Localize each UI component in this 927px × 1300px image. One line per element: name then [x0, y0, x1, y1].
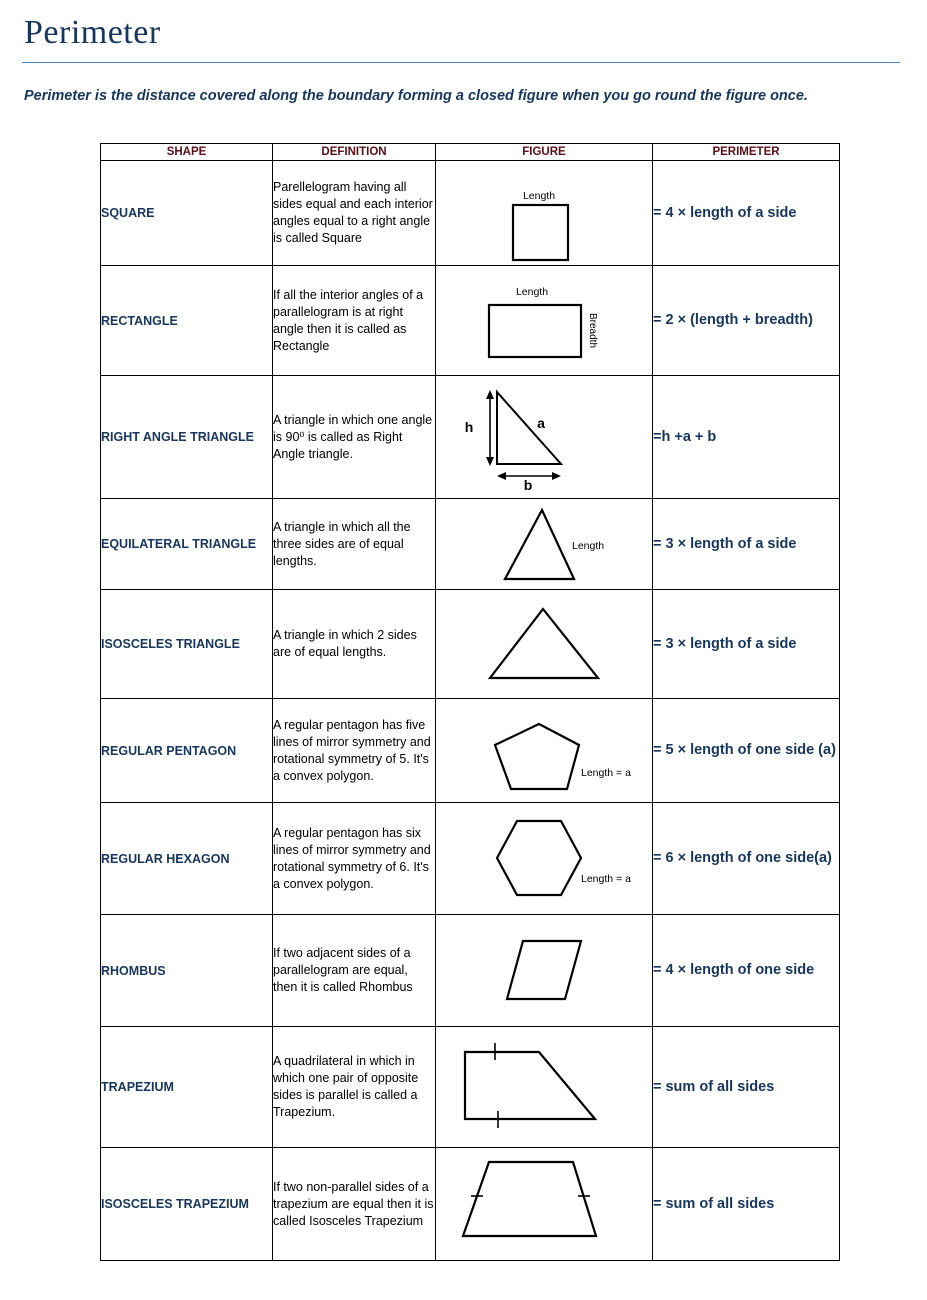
shape-definition: A triangle in which all the three sides are of equal lengths.	[273, 499, 436, 590]
shape-definition: Parellelogram having all sides equal and each interior angles equal to a right angle is called Square	[273, 161, 436, 266]
shape-name: RIGHT ANGLE TRIANGLE	[101, 376, 273, 499]
header-definition: DEFINITION	[273, 144, 436, 161]
base-arrow-head-right	[552, 472, 561, 480]
table-row	[101, 1027, 840, 1148]
intro-text: Perimeter is the distance covered along the boundary forming a closed figure when you go round the figure once.	[24, 88, 808, 104]
shape-figure	[436, 1027, 653, 1148]
shape-figure	[436, 1148, 653, 1261]
shape-name: SQUARE	[101, 161, 273, 266]
shape-name: ISOSCELES TRAPEZIUM	[101, 1148, 273, 1261]
perimeter-formula: = 6 × length of one side(a)	[653, 803, 840, 915]
table-row	[101, 699, 840, 803]
shape-name: REGULAR HEXAGON	[101, 803, 273, 915]
perimeter-formula: = sum of all sides	[653, 1027, 840, 1148]
trapezium-shape	[465, 1052, 595, 1119]
equilateral-triangle-figure	[437, 501, 652, 587]
perimeter-formula: = 3 × length of a side	[653, 590, 840, 699]
hypotenuse-label: a	[536, 415, 545, 431]
perimeter-formula: = sum of all sides	[653, 1148, 840, 1261]
shape-figure	[436, 376, 653, 499]
title-divider	[22, 62, 900, 63]
isosceles-triangle-shape	[490, 609, 598, 678]
perimeter-formula: = 5 × length of one side (a)	[653, 699, 840, 803]
right-triangle-figure	[437, 378, 652, 496]
right-triangle-shape	[497, 392, 561, 464]
shape-name: ISOSCELES TRIANGLE	[101, 590, 273, 699]
square-shape	[513, 205, 568, 260]
equilateral-length-label: Length	[571, 540, 604, 552]
table-row	[101, 266, 840, 376]
shape-name: RECTANGLE	[101, 266, 273, 376]
shape-definition: A regular pentagon has five lines of mirror symmetry and rotational symmetry of 5. It's a convex polygon.	[273, 699, 436, 803]
perimeter-table	[100, 143, 840, 1261]
base-arrow-head-left	[497, 472, 506, 480]
isosceles-trapezium-figure	[437, 1150, 652, 1258]
rectangle-breadth-label: Breadth	[586, 313, 598, 349]
table-row	[101, 803, 840, 915]
table-row	[101, 499, 840, 590]
trapezium-figure	[437, 1029, 652, 1145]
rectangle-shape	[489, 305, 581, 357]
isosceles-trapezium-shape	[463, 1162, 596, 1236]
square-length-label: Length	[522, 190, 555, 202]
isosceles-triangle-figure	[437, 592, 652, 696]
rectangle-length-label: Length	[515, 286, 548, 298]
shape-definition: If two adjacent sides of a parallelogram are equal, then it is called Rhombus	[273, 915, 436, 1027]
rhombus-figure	[437, 917, 652, 1024]
hexagon-length-label: Length = a	[580, 873, 631, 885]
perimeter-formula: = 3 × length of a side	[653, 499, 840, 590]
page-title: Perimeter	[24, 14, 161, 51]
perimeter-formula: = 4 × length of one side	[653, 915, 840, 1027]
shape-definition: A triangle in which one angle is 90⁰ is called as Right Angle triangle.	[273, 376, 436, 499]
shape-figure	[436, 803, 653, 915]
rectangle-figure	[437, 268, 652, 373]
square-figure	[437, 163, 652, 263]
height-arrow-head-down	[486, 457, 494, 466]
pentagon-shape	[495, 724, 579, 789]
hexagon-shape	[497, 821, 581, 895]
perimeter-formula: = 4 × length of a side	[653, 161, 840, 266]
shape-name: REGULAR PENTAGON	[101, 699, 273, 803]
shape-definition: A regular pentagon has six lines of mirror symmetry and rotational symmetry of 6. It's a convex polygon.	[273, 803, 436, 915]
table-row	[101, 376, 840, 499]
shape-definition: If all the interior angles of a parallelogram is at right angle then it is called as Rectangle	[273, 266, 436, 376]
perimeter-formula: =h +a + b	[653, 376, 840, 499]
height-arrow-head-up	[486, 390, 494, 399]
header-perimeter: PERIMETER	[653, 144, 840, 161]
equilateral-triangle-shape	[505, 510, 574, 579]
shape-figure	[436, 590, 653, 699]
shape-name: TRAPEZIUM	[101, 1027, 273, 1148]
shape-name: EQUILATERAL TRIANGLE	[101, 499, 273, 590]
table-row	[101, 590, 840, 699]
pentagon-length-label: Length = a	[580, 767, 631, 779]
shape-definition: A triangle in which 2 sides are of equal lengths.	[273, 590, 436, 699]
shape-figure	[436, 161, 653, 266]
perimeter-formula: = 2 × (length + breadth)	[653, 266, 840, 376]
table-row	[101, 915, 840, 1027]
table-row	[101, 1148, 840, 1261]
height-label: h	[464, 419, 473, 435]
header-shape: SHAPE	[101, 144, 273, 161]
hexagon-figure	[437, 805, 652, 912]
shape-definition: A quadrilateral in which in which one pair of opposite sides is parallel is called a Trapezium.	[273, 1027, 436, 1148]
rhombus-shape	[507, 941, 581, 999]
shape-name: RHOMBUS	[101, 915, 273, 1027]
shape-figure	[436, 915, 653, 1027]
shape-figure	[436, 266, 653, 376]
table-header-row	[101, 144, 840, 161]
pentagon-figure	[437, 701, 652, 800]
shape-definition: If two non-parallel sides of a trapezium are equal then it is called Isosceles Trapezium	[273, 1148, 436, 1261]
table-row	[101, 161, 840, 266]
header-figure: FIGURE	[436, 144, 653, 161]
shape-figure	[436, 699, 653, 803]
shape-figure	[436, 499, 653, 590]
base-label: b	[523, 477, 532, 493]
